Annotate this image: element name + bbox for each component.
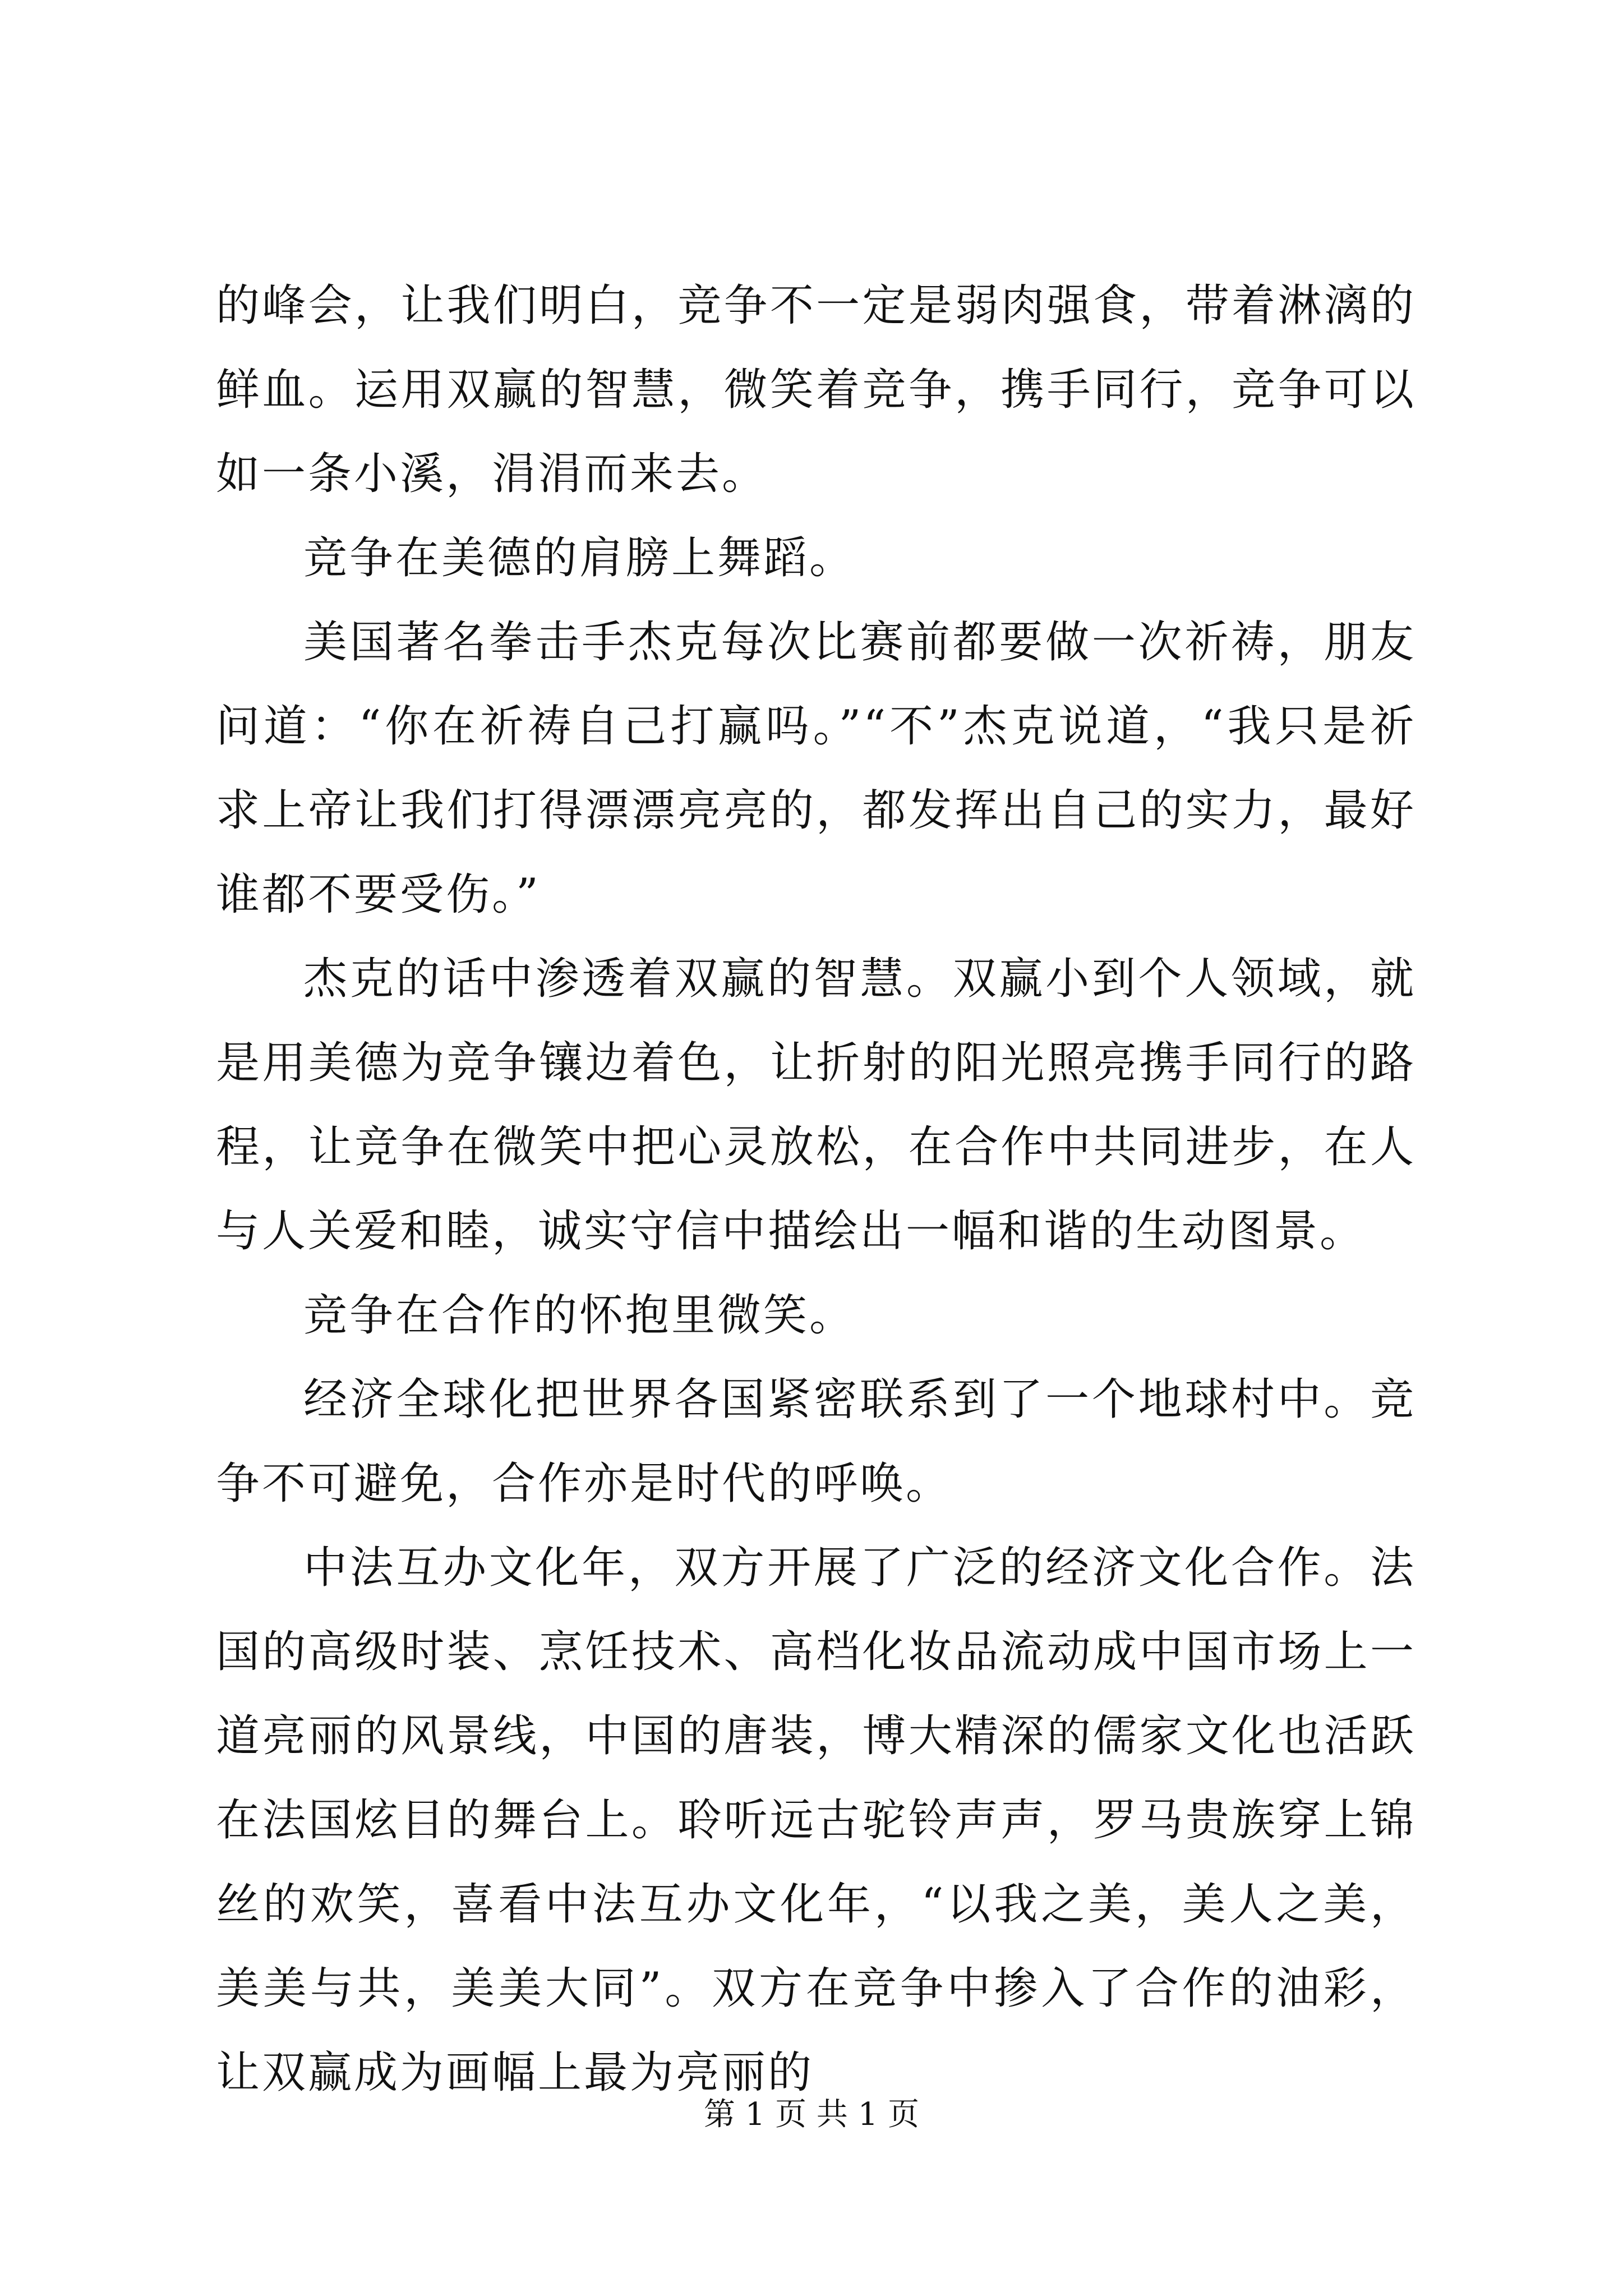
paragraph-4: 杰克的话中渗透着双赢的智慧。双赢小到个人领域，就是用美德为竞争镶边着色，让折射的阳光照亮携手同行的路程，让竞争在微笑中把心灵放松，在合作中共同进步，在人与人关爱和睦，诚实守信中描绘出一幅和谐的生动图景。 (216, 954, 1416, 1257)
paragraph-3: 美国著名拳击手杰克每次比赛前都要做一次祈祷，朋友问道：“你在祈祷自己打赢吗。”“不”杰克说道，“我只是祈求上帝让我们打得漂漂亮亮的，都发挥出自己的实力，最好谁都不要受伤。” (216, 617, 1416, 920)
paragraph-1: 的峰会，让我们明白，竞争不一定是弱肉强食，带着淋漓的鲜血。运用双赢的智慧，微笑着竞争，携手同行，竞争可以如一条小溪，涓涓而来去。 (216, 280, 1416, 499)
paragraph-5: 竞争在合作的怀抱里微笑。 (303, 1290, 856, 1341)
document-body (216, 264, 1416, 2115)
paragraph-7: 中法互办文化年，双方开展了广泛的经济文化合作。法国的高级时装、烹饪技术、高档化妆品流动成中国市场上一道亮丽的风景线，中国的唐装，博大精深的儒家文化也活跃在法国炫目的舞台上。聆听远古驼铃声声，罗马贵族穿上锦丝的欢笑，喜看中法互办文化年，“以我之美，美人之美，美美与共，美美大同”。双方在竞争中掺入了合作的油彩，让双赢成为画幅上最为亮丽的 (216, 1543, 1416, 2098)
page-number-footer: 第 1 页 共 1 页 (703, 2096, 920, 2133)
paragraph-6: 经济全球化把世界各国紧密联系到了一个地球村中。竞争不可避免，合作亦是时代的呼唤。 (216, 1374, 1416, 1509)
paragraph-2: 竞争在美德的肩膀上舞蹈。 (303, 533, 856, 583)
